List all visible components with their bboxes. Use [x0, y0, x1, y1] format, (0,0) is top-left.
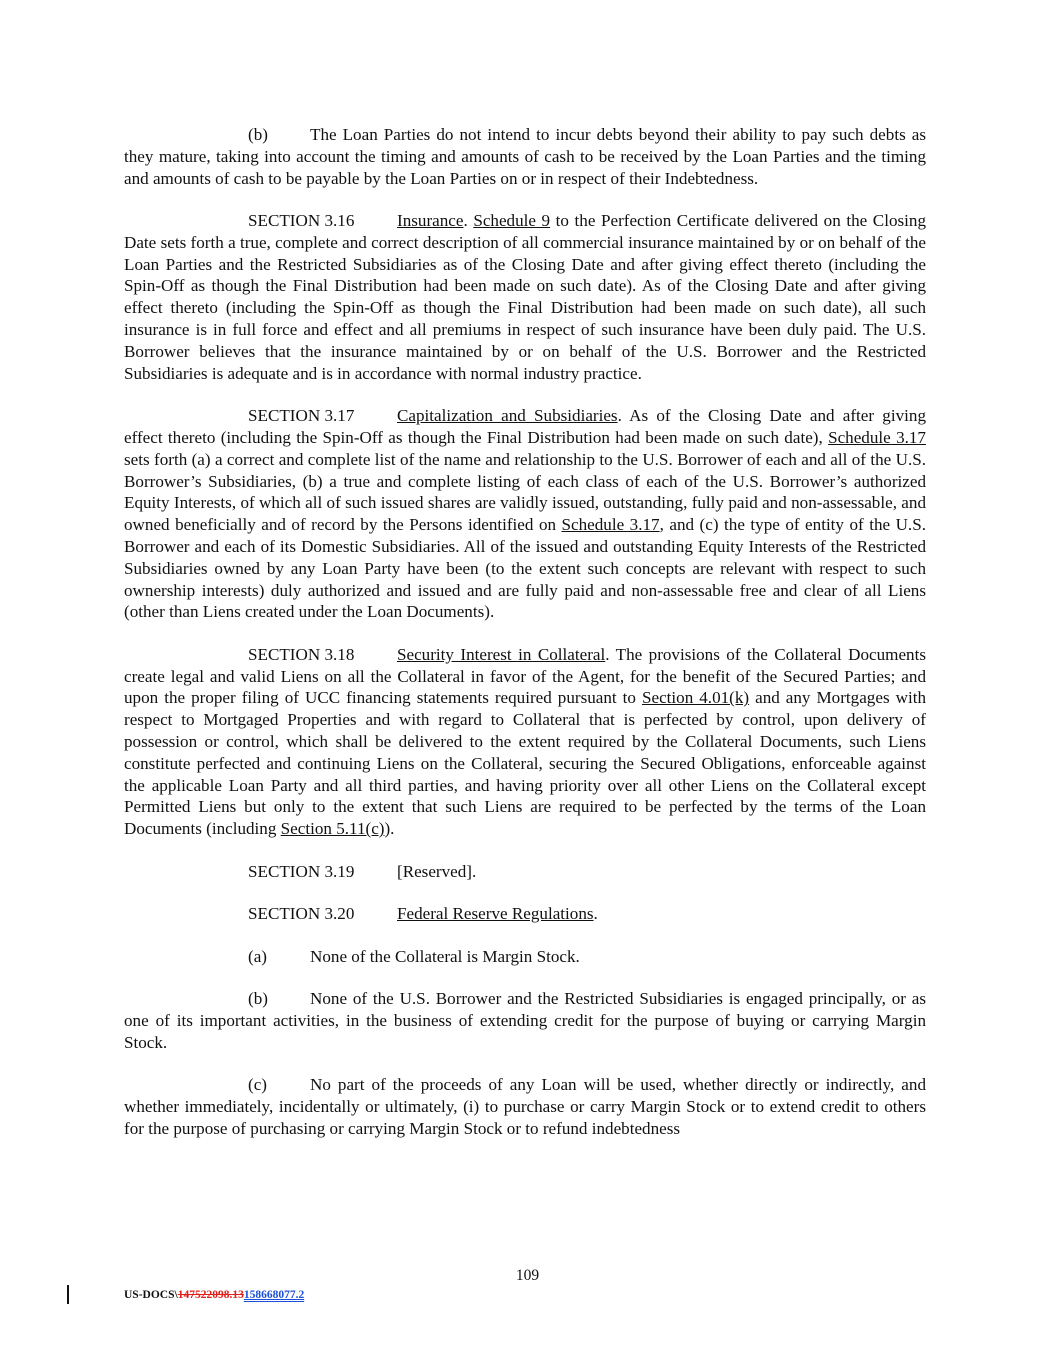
- paragraph-a-margin-stock: [124, 946, 926, 968]
- schedule-reference: Schedule 9: [473, 211, 551, 231]
- section-3-19-reserved: [124, 861, 926, 883]
- section-text: .: [463, 211, 474, 231]
- document-id: [124, 1289, 304, 1301]
- section-reference: Section 5.11(c): [280, 819, 385, 839]
- schedule-reference: Schedule 3.17: [561, 515, 660, 535]
- section-heading: Federal Reserve Regulations: [397, 904, 594, 924]
- section-3-17-capitalization: [124, 405, 926, 623]
- clause-text: The Loan Parties do not intend to incur debts beyond their ability to pay such debts as they mature, taking into account the timing and amounts of cash to be received by the Loan Parties and the timing and amounts of cash to be payable by the Loan Parties on or in respect of their Indebtedness.: [124, 125, 926, 188]
- section-3-16-insurance: [124, 210, 926, 384]
- document-body: [124, 124, 926, 1160]
- section-text: , and (c) the type of entity of the U.S. Borrower and each of its Domestic Subsidiaries. All of the issued and outstanding Equity Interests of the Restricted Subsidiaries owned by any Loan Party have been (to the extent such concepts are relevant with respect to such ownership interests) duly authorized and issued and are fully paid and non-assessable free and clear of all Liens (other than Liens created under the Loan Documents).: [124, 515, 926, 622]
- section-heading: Security Interest in Collateral: [397, 644, 606, 664]
- section-heading: Insurance: [397, 211, 464, 231]
- doc-id-prefix: US-DOCS\: [124, 1289, 178, 1301]
- section-text: sets forth (a) a correct and complete list of the name and relationship to the U.S. Borrower of each and all of the U.S. Borrower’s Subsidiaries, (b) a true and complete listing of each class of each of the U.S. Borrower’s authorized Equity Interests, of which all of such issued shares are validly issued, outstanding, fully paid and non-assessable, and owned beneficially and of record by the Persons identified on: [124, 449, 926, 535]
- clause-text: None of the Collateral is Margin Stock.: [310, 946, 580, 966]
- page-number: 109: [515, 1267, 540, 1284]
- section-number: SECTION 3.18: [248, 644, 355, 664]
- change-bar: [67, 1285, 69, 1304]
- section-number: SECTION 3.17: [248, 406, 355, 426]
- section-number: SECTION 3.20: [248, 904, 355, 924]
- section-3-20-federal-reserve: [124, 903, 926, 925]
- section-text: ).: [384, 819, 395, 839]
- deleted-doc-id: 147522098.13: [177, 1289, 244, 1301]
- clause-label: (b): [248, 989, 268, 1009]
- schedule-reference: Schedule 3.17: [828, 427, 926, 447]
- clause-text: None of the U.S. Borrower and the Restricted Subsidiaries is engaged principally, or as one of its important activities, in the business of extending credit for the purpose of buying or carrying Margin Stock.: [124, 989, 926, 1052]
- section-text: .: [593, 904, 598, 924]
- section-number: SECTION 3.16: [248, 211, 355, 231]
- section-text: to the Perfection Certificate delivered on the Closing Date sets forth a true, complete and correct description of all commercial insurance maintained by or on behalf of the Loan Parties and the Restricted Subsidiaries as of the Closing Date and after giving effect thereto (including the Spin-Off as though the Final Distribution had been made on such date). As of the Closing Date and after giving effect thereto (including the Spin-Off as though the Final Distribution had been made on such date), all such insurance is in full force and effect and all premiums in respect of such insurance have been duly paid. The U.S. Borrower believes that the insurance maintained by or on behalf of the U.S. Borrower and the Restricted Subsidiaries is adequate and is in accordance with normal industry practice.: [124, 211, 926, 383]
- section-reference: Section 4.01(k): [641, 688, 750, 708]
- section-heading: Capitalization and Subsidiaries: [397, 406, 618, 426]
- section-text: [Reserved].: [397, 861, 477, 881]
- clause-label: (c): [248, 1075, 267, 1095]
- paragraph-c-loan-proceeds: [124, 1074, 926, 1139]
- clause-label: (b): [248, 125, 268, 144]
- section-number: SECTION 3.19: [248, 861, 355, 881]
- section-text: . As of the Closing Date and after giving effect thereto (including the Spin-Off as though the Final Distribution had been made on such date),: [124, 406, 926, 447]
- inserted-doc-id: 158668077.2: [243, 1289, 305, 1301]
- clause-text: No part of the proceeds of any Loan will be used, whether directly or indirectly, and whether immediately, incidentally or ultimately, (i) to purchase or carry Margin Stock or to extend credit to others for the purpose of purchasing or carrying Margin Stock or to refund indebtedness: [124, 1075, 926, 1138]
- section-text: . The provisions of the Collateral Documents create legal and valid Liens on all the Collateral in favor of the Agent, for the benefit of the Secured Parties; and upon the proper filing of UCC financing statements required pursuant to: [124, 644, 926, 708]
- section-text: and any Mortgages with respect to Mortgaged Properties and with regard to Collateral that is perfected by control, upon delivery of possession or control, which shall be delivered to the extent required by the Collateral Documents, such Liens constitute perfected and continuing Liens on the Collateral, securing the Secured Obligations, enforceable against the applicable Loan Party and all third parties, and having priority over all other Liens on the Collateral except Permitted Liens but only to the extent that such Liens are required to be perfected by the terms of the Loan Documents (including: [124, 688, 926, 839]
- paragraph-b-credit-business: [124, 988, 926, 1053]
- clause-label: (a): [248, 946, 267, 966]
- section-3-18-security-interest: [124, 644, 926, 840]
- paragraph-b-ability-to-pay: [124, 124, 926, 189]
